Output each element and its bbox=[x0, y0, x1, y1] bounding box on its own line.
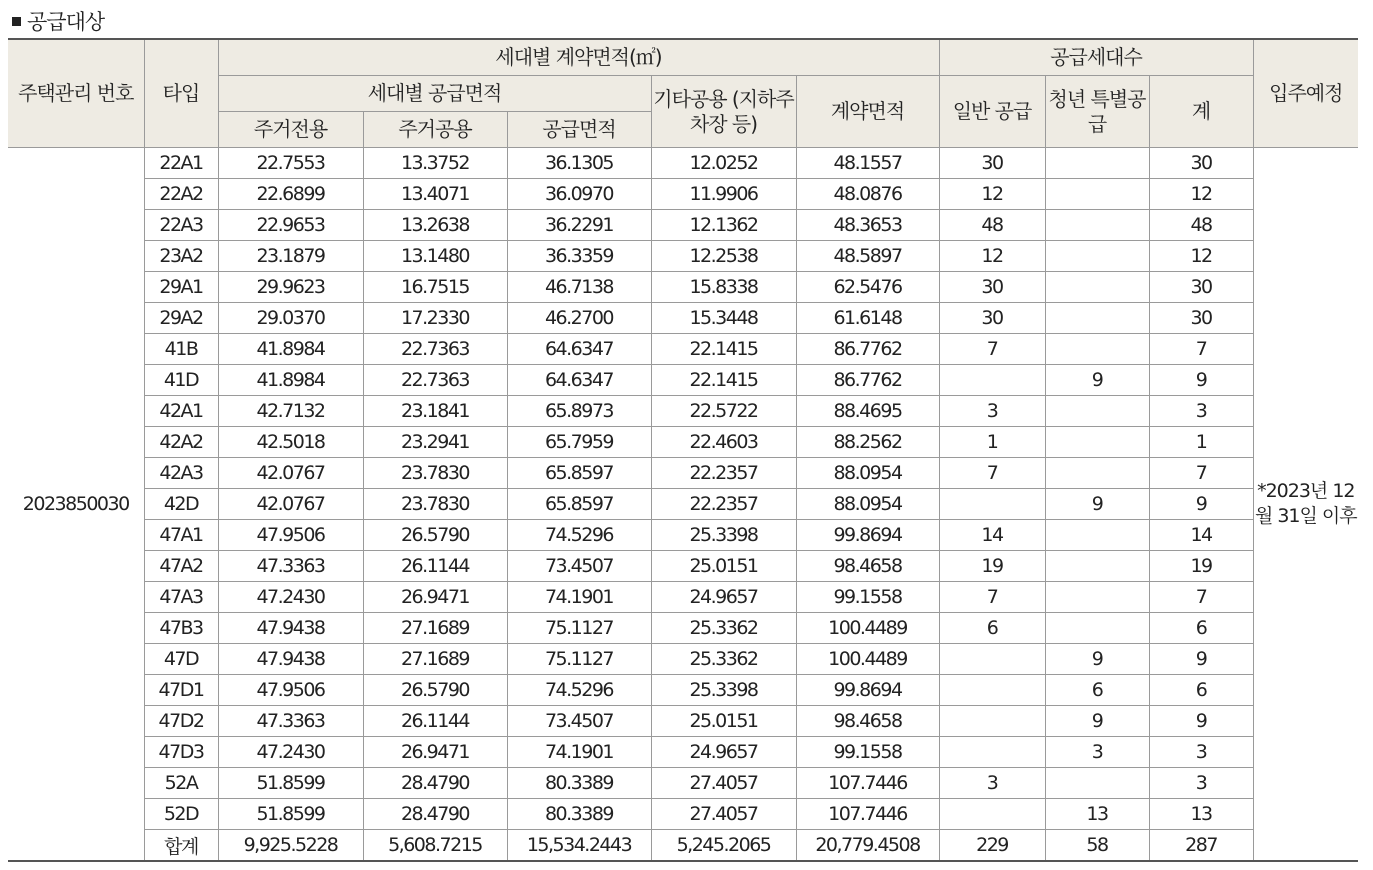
cell-type: 29A1 bbox=[144, 272, 218, 303]
cell-common: 27.1689 bbox=[363, 644, 507, 675]
cell-exclusive: 22.6899 bbox=[218, 179, 363, 210]
cell-general: 1 bbox=[939, 427, 1045, 458]
cell-youth: 9 bbox=[1045, 489, 1149, 520]
cell-exclusive: 42.7132 bbox=[218, 396, 363, 427]
cell-type: 29A2 bbox=[144, 303, 218, 334]
cell-supply: 80.3389 bbox=[507, 768, 651, 799]
cell-contract: 99.1558 bbox=[796, 737, 939, 768]
cell-general: 3 bbox=[939, 768, 1045, 799]
total-other: 5,245.2065 bbox=[651, 830, 796, 862]
cell-exclusive: 47.2430 bbox=[218, 582, 363, 613]
cell-youth: 9 bbox=[1045, 365, 1149, 396]
total-contract: 20,779.4508 bbox=[796, 830, 939, 862]
cell-common: 22.7363 bbox=[363, 365, 507, 396]
cell-general bbox=[939, 489, 1045, 520]
cell-youth bbox=[1045, 148, 1149, 179]
cell-contract: 62.5476 bbox=[796, 272, 939, 303]
cell-youth bbox=[1045, 520, 1149, 551]
header-total: 계 bbox=[1149, 76, 1253, 148]
cell-type: 23A2 bbox=[144, 241, 218, 272]
cell-total: 3 bbox=[1149, 396, 1253, 427]
cell-total: 7 bbox=[1149, 582, 1253, 613]
cell-general: 30 bbox=[939, 148, 1045, 179]
cell-exclusive: 22.9653 bbox=[218, 210, 363, 241]
cell-total: 3 bbox=[1149, 768, 1253, 799]
cell-contract: 88.4695 bbox=[796, 396, 939, 427]
header-supply-area: 세대별 공급면적 bbox=[218, 76, 651, 112]
cell-type: 47D1 bbox=[144, 675, 218, 706]
cell-common: 23.2941 bbox=[363, 427, 507, 458]
cell-type: 47A3 bbox=[144, 582, 218, 613]
cell-supply: 36.3359 bbox=[507, 241, 651, 272]
table-row bbox=[8, 334, 1358, 365]
cell-common: 22.7363 bbox=[363, 334, 507, 365]
cell-common: 26.9471 bbox=[363, 737, 507, 768]
cell-common: 13.2638 bbox=[363, 210, 507, 241]
cell-exclusive: 47.3363 bbox=[218, 551, 363, 582]
cell-exclusive: 51.8599 bbox=[218, 768, 363, 799]
cell-general: 3 bbox=[939, 396, 1045, 427]
cell-common: 26.1144 bbox=[363, 551, 507, 582]
cell-exclusive: 42.0767 bbox=[218, 489, 363, 520]
cell-other: 22.2357 bbox=[651, 458, 796, 489]
cell-youth bbox=[1045, 551, 1149, 582]
header-contract: 계약면적 bbox=[796, 76, 939, 148]
table-row bbox=[8, 520, 1358, 551]
cell-other: 22.2357 bbox=[651, 489, 796, 520]
total-exclusive: 9,925.5228 bbox=[218, 830, 363, 862]
cell-common: 13.3752 bbox=[363, 148, 507, 179]
cell-common: 28.4790 bbox=[363, 799, 507, 830]
cell-contract: 99.1558 bbox=[796, 582, 939, 613]
cell-contract: 98.4658 bbox=[796, 551, 939, 582]
cell-supply: 65.7959 bbox=[507, 427, 651, 458]
cell-exclusive: 29.0370 bbox=[218, 303, 363, 334]
cell-type: 41B bbox=[144, 334, 218, 365]
cell-total: 1 bbox=[1149, 427, 1253, 458]
cell-common: 23.7830 bbox=[363, 489, 507, 520]
cell-total: 12 bbox=[1149, 179, 1253, 210]
table-row bbox=[8, 396, 1358, 427]
cell-type: 47D3 bbox=[144, 737, 218, 768]
table-row bbox=[8, 148, 1358, 179]
cell-general bbox=[939, 675, 1045, 706]
cell-exclusive: 23.1879 bbox=[218, 241, 363, 272]
cell-supply: 74.1901 bbox=[507, 737, 651, 768]
cell-other: 15.3448 bbox=[651, 303, 796, 334]
cell-supply: 74.5296 bbox=[507, 520, 651, 551]
cell-youth bbox=[1045, 582, 1149, 613]
cell-total: 30 bbox=[1149, 148, 1253, 179]
cell-general bbox=[939, 706, 1045, 737]
cell-type: 47B3 bbox=[144, 613, 218, 644]
total-common: 5,608.7215 bbox=[363, 830, 507, 862]
cell-contract: 99.8694 bbox=[796, 520, 939, 551]
header-other-common: 기타공용 (지하주차장 등) bbox=[651, 76, 796, 148]
cell-exclusive: 29.9623 bbox=[218, 272, 363, 303]
cell-supply: 65.8597 bbox=[507, 458, 651, 489]
cell-youth: 6 bbox=[1045, 675, 1149, 706]
cell-youth bbox=[1045, 179, 1149, 210]
cell-other: 22.1415 bbox=[651, 365, 796, 396]
cell-contract: 88.2562 bbox=[796, 427, 939, 458]
cell-general: 7 bbox=[939, 582, 1045, 613]
cell-total: 48 bbox=[1149, 210, 1253, 241]
totals-row bbox=[8, 830, 1358, 862]
cell-contract: 88.0954 bbox=[796, 458, 939, 489]
table-row bbox=[8, 551, 1358, 582]
cell-common: 16.7515 bbox=[363, 272, 507, 303]
cell-youth bbox=[1045, 210, 1149, 241]
cell-supply: 65.8973 bbox=[507, 396, 651, 427]
cell-total: 12 bbox=[1149, 241, 1253, 272]
cell-supply: 74.1901 bbox=[507, 582, 651, 613]
cell-contract: 100.4489 bbox=[796, 613, 939, 644]
cell-other: 12.0252 bbox=[651, 148, 796, 179]
section-title bbox=[12, 6, 104, 36]
table-row bbox=[8, 489, 1358, 520]
cell-common: 26.9471 bbox=[363, 582, 507, 613]
cell-other: 24.9657 bbox=[651, 582, 796, 613]
cell-general: 30 bbox=[939, 272, 1045, 303]
table-row bbox=[8, 427, 1358, 458]
square-bullet-icon bbox=[12, 17, 21, 26]
cell-contract: 107.7446 bbox=[796, 768, 939, 799]
cell-general: 12 bbox=[939, 179, 1045, 210]
cell-other: 27.4057 bbox=[651, 768, 796, 799]
header-common: 주거공용 bbox=[363, 112, 507, 148]
cell-exclusive: 47.9506 bbox=[218, 520, 363, 551]
cell-type: 47D bbox=[144, 644, 218, 675]
cell-general: 30 bbox=[939, 303, 1045, 334]
header-general: 일반 공급 bbox=[939, 76, 1045, 148]
cell-exclusive: 47.9438 bbox=[218, 644, 363, 675]
cell-general: 6 bbox=[939, 613, 1045, 644]
cell-total: 9 bbox=[1149, 489, 1253, 520]
table-row bbox=[8, 768, 1358, 799]
table-row bbox=[8, 675, 1358, 706]
cell-general bbox=[939, 644, 1045, 675]
cell-other: 25.3362 bbox=[651, 613, 796, 644]
cell-contract: 86.7762 bbox=[796, 365, 939, 396]
cell-supply: 73.4507 bbox=[507, 706, 651, 737]
cell-total: 9 bbox=[1149, 644, 1253, 675]
cell-common: 23.1841 bbox=[363, 396, 507, 427]
table-row bbox=[8, 644, 1358, 675]
table-header bbox=[8, 39, 1358, 148]
cell-common: 27.1689 bbox=[363, 613, 507, 644]
header-contract-area: 세대별 계약면적(㎡) bbox=[218, 39, 939, 76]
move-in-cell: *2023년 12월 31일 이후 bbox=[1253, 148, 1358, 862]
header-move-in: 입주예정 bbox=[1253, 39, 1358, 148]
cell-other: 25.0151 bbox=[651, 706, 796, 737]
cell-other: 25.3398 bbox=[651, 675, 796, 706]
cell-other: 25.3362 bbox=[651, 644, 796, 675]
cell-supply: 80.3389 bbox=[507, 799, 651, 830]
cell-youth bbox=[1045, 303, 1149, 334]
cell-youth bbox=[1045, 768, 1149, 799]
cell-type: 41D bbox=[144, 365, 218, 396]
cell-contract: 48.0876 bbox=[796, 179, 939, 210]
total-general: 229 bbox=[939, 830, 1045, 862]
cell-type: 22A3 bbox=[144, 210, 218, 241]
cell-contract: 61.6148 bbox=[796, 303, 939, 334]
table-row bbox=[8, 706, 1358, 737]
totals-label: 합계 bbox=[144, 830, 218, 862]
total-youth: 58 bbox=[1045, 830, 1149, 862]
table-row bbox=[8, 272, 1358, 303]
cell-other: 11.9906 bbox=[651, 179, 796, 210]
cell-contract: 86.7762 bbox=[796, 334, 939, 365]
cell-type: 52D bbox=[144, 799, 218, 830]
cell-general: 7 bbox=[939, 334, 1045, 365]
cell-common: 17.2330 bbox=[363, 303, 507, 334]
cell-supply: 46.7138 bbox=[507, 272, 651, 303]
cell-other: 27.4057 bbox=[651, 799, 796, 830]
cell-other: 22.5722 bbox=[651, 396, 796, 427]
cell-total: 9 bbox=[1149, 365, 1253, 396]
cell-general bbox=[939, 737, 1045, 768]
cell-youth bbox=[1045, 334, 1149, 365]
cell-youth bbox=[1045, 272, 1149, 303]
header-youth: 청년 특별공급 bbox=[1045, 76, 1149, 148]
cell-total: 7 bbox=[1149, 334, 1253, 365]
cell-type: 22A1 bbox=[144, 148, 218, 179]
header-mgmt-no: 주택관리 번호 bbox=[8, 39, 144, 148]
cell-other: 25.3398 bbox=[651, 520, 796, 551]
cell-supply: 36.2291 bbox=[507, 210, 651, 241]
cell-total: 6 bbox=[1149, 613, 1253, 644]
cell-exclusive: 41.8984 bbox=[218, 334, 363, 365]
cell-contract: 48.3653 bbox=[796, 210, 939, 241]
cell-type: 42A1 bbox=[144, 396, 218, 427]
cell-youth bbox=[1045, 458, 1149, 489]
cell-contract: 99.8694 bbox=[796, 675, 939, 706]
table-row bbox=[8, 365, 1358, 396]
cell-total: 14 bbox=[1149, 520, 1253, 551]
cell-general: 14 bbox=[939, 520, 1045, 551]
header-households: 공급세대수 bbox=[939, 39, 1253, 76]
cell-type: 47A1 bbox=[144, 520, 218, 551]
cell-total: 3 bbox=[1149, 737, 1253, 768]
cell-supply: 65.8597 bbox=[507, 489, 651, 520]
cell-exclusive: 47.2430 bbox=[218, 737, 363, 768]
cell-supply: 64.6347 bbox=[507, 334, 651, 365]
cell-contract: 48.5897 bbox=[796, 241, 939, 272]
cell-type: 42A3 bbox=[144, 458, 218, 489]
cell-supply: 73.4507 bbox=[507, 551, 651, 582]
cell-supply: 75.1127 bbox=[507, 644, 651, 675]
section-title-text: 공급대상 bbox=[27, 10, 105, 34]
total-total: 287 bbox=[1149, 830, 1253, 862]
cell-youth: 9 bbox=[1045, 706, 1149, 737]
cell-total: 19 bbox=[1149, 551, 1253, 582]
table-row bbox=[8, 799, 1358, 830]
cell-total: 6 bbox=[1149, 675, 1253, 706]
cell-exclusive: 42.0767 bbox=[218, 458, 363, 489]
cell-general: 12 bbox=[939, 241, 1045, 272]
cell-other: 24.9657 bbox=[651, 737, 796, 768]
cell-youth: 13 bbox=[1045, 799, 1149, 830]
cell-exclusive: 51.8599 bbox=[218, 799, 363, 830]
cell-supply: 46.2700 bbox=[507, 303, 651, 334]
cell-exclusive: 47.9506 bbox=[218, 675, 363, 706]
cell-other: 25.0151 bbox=[651, 551, 796, 582]
cell-general bbox=[939, 365, 1045, 396]
total-supply: 15,534.2443 bbox=[507, 830, 651, 862]
cell-supply: 36.1305 bbox=[507, 148, 651, 179]
cell-exclusive: 47.3363 bbox=[218, 706, 363, 737]
cell-other: 12.1362 bbox=[651, 210, 796, 241]
table-row bbox=[8, 582, 1358, 613]
cell-other: 22.1415 bbox=[651, 334, 796, 365]
cell-other: 22.4603 bbox=[651, 427, 796, 458]
table-row bbox=[8, 179, 1358, 210]
cell-common: 13.4071 bbox=[363, 179, 507, 210]
cell-other: 15.8338 bbox=[651, 272, 796, 303]
cell-contract: 100.4489 bbox=[796, 644, 939, 675]
cell-general bbox=[939, 799, 1045, 830]
cell-total: 9 bbox=[1149, 706, 1253, 737]
cell-total: 7 bbox=[1149, 458, 1253, 489]
header-type: 타입 bbox=[144, 39, 218, 148]
cell-supply: 75.1127 bbox=[507, 613, 651, 644]
cell-supply: 74.5296 bbox=[507, 675, 651, 706]
header-supply: 공급면적 bbox=[507, 112, 651, 148]
cell-common: 23.7830 bbox=[363, 458, 507, 489]
cell-total: 30 bbox=[1149, 272, 1253, 303]
cell-youth bbox=[1045, 241, 1149, 272]
cell-general: 7 bbox=[939, 458, 1045, 489]
cell-type: 47D2 bbox=[144, 706, 218, 737]
cell-common: 26.5790 bbox=[363, 675, 507, 706]
cell-exclusive: 41.8984 bbox=[218, 365, 363, 396]
cell-exclusive: 47.9438 bbox=[218, 613, 363, 644]
cell-contract: 107.7446 bbox=[796, 799, 939, 830]
cell-contract: 48.1557 bbox=[796, 148, 939, 179]
cell-supply: 64.6347 bbox=[507, 365, 651, 396]
cell-exclusive: 22.7553 bbox=[218, 148, 363, 179]
supply-table bbox=[8, 38, 1358, 862]
cell-type: 42A2 bbox=[144, 427, 218, 458]
table-row bbox=[8, 210, 1358, 241]
cell-youth bbox=[1045, 613, 1149, 644]
cell-type: 52A bbox=[144, 768, 218, 799]
cell-common: 13.1480 bbox=[363, 241, 507, 272]
cell-other: 12.2538 bbox=[651, 241, 796, 272]
table-row bbox=[8, 458, 1358, 489]
cell-common: 26.5790 bbox=[363, 520, 507, 551]
mgmt-no-cell: 2023850030 bbox=[8, 148, 144, 862]
cell-contract: 98.4658 bbox=[796, 706, 939, 737]
cell-general: 48 bbox=[939, 210, 1045, 241]
cell-youth bbox=[1045, 427, 1149, 458]
cell-total: 13 bbox=[1149, 799, 1253, 830]
header-exclusive: 주거전용 bbox=[218, 112, 363, 148]
cell-exclusive: 42.5018 bbox=[218, 427, 363, 458]
cell-total: 30 bbox=[1149, 303, 1253, 334]
cell-common: 26.1144 bbox=[363, 706, 507, 737]
cell-supply: 36.0970 bbox=[507, 179, 651, 210]
cell-type: 42D bbox=[144, 489, 218, 520]
cell-youth: 9 bbox=[1045, 644, 1149, 675]
cell-contract: 88.0954 bbox=[796, 489, 939, 520]
cell-general: 19 bbox=[939, 551, 1045, 582]
cell-type: 47A2 bbox=[144, 551, 218, 582]
cell-youth: 3 bbox=[1045, 737, 1149, 768]
table-row bbox=[8, 241, 1358, 272]
table-row bbox=[8, 737, 1358, 768]
table-body bbox=[8, 148, 1358, 862]
cell-youth bbox=[1045, 396, 1149, 427]
table-row bbox=[8, 613, 1358, 644]
table-row bbox=[8, 303, 1358, 334]
cell-type: 22A2 bbox=[144, 179, 218, 210]
cell-common: 28.4790 bbox=[363, 768, 507, 799]
